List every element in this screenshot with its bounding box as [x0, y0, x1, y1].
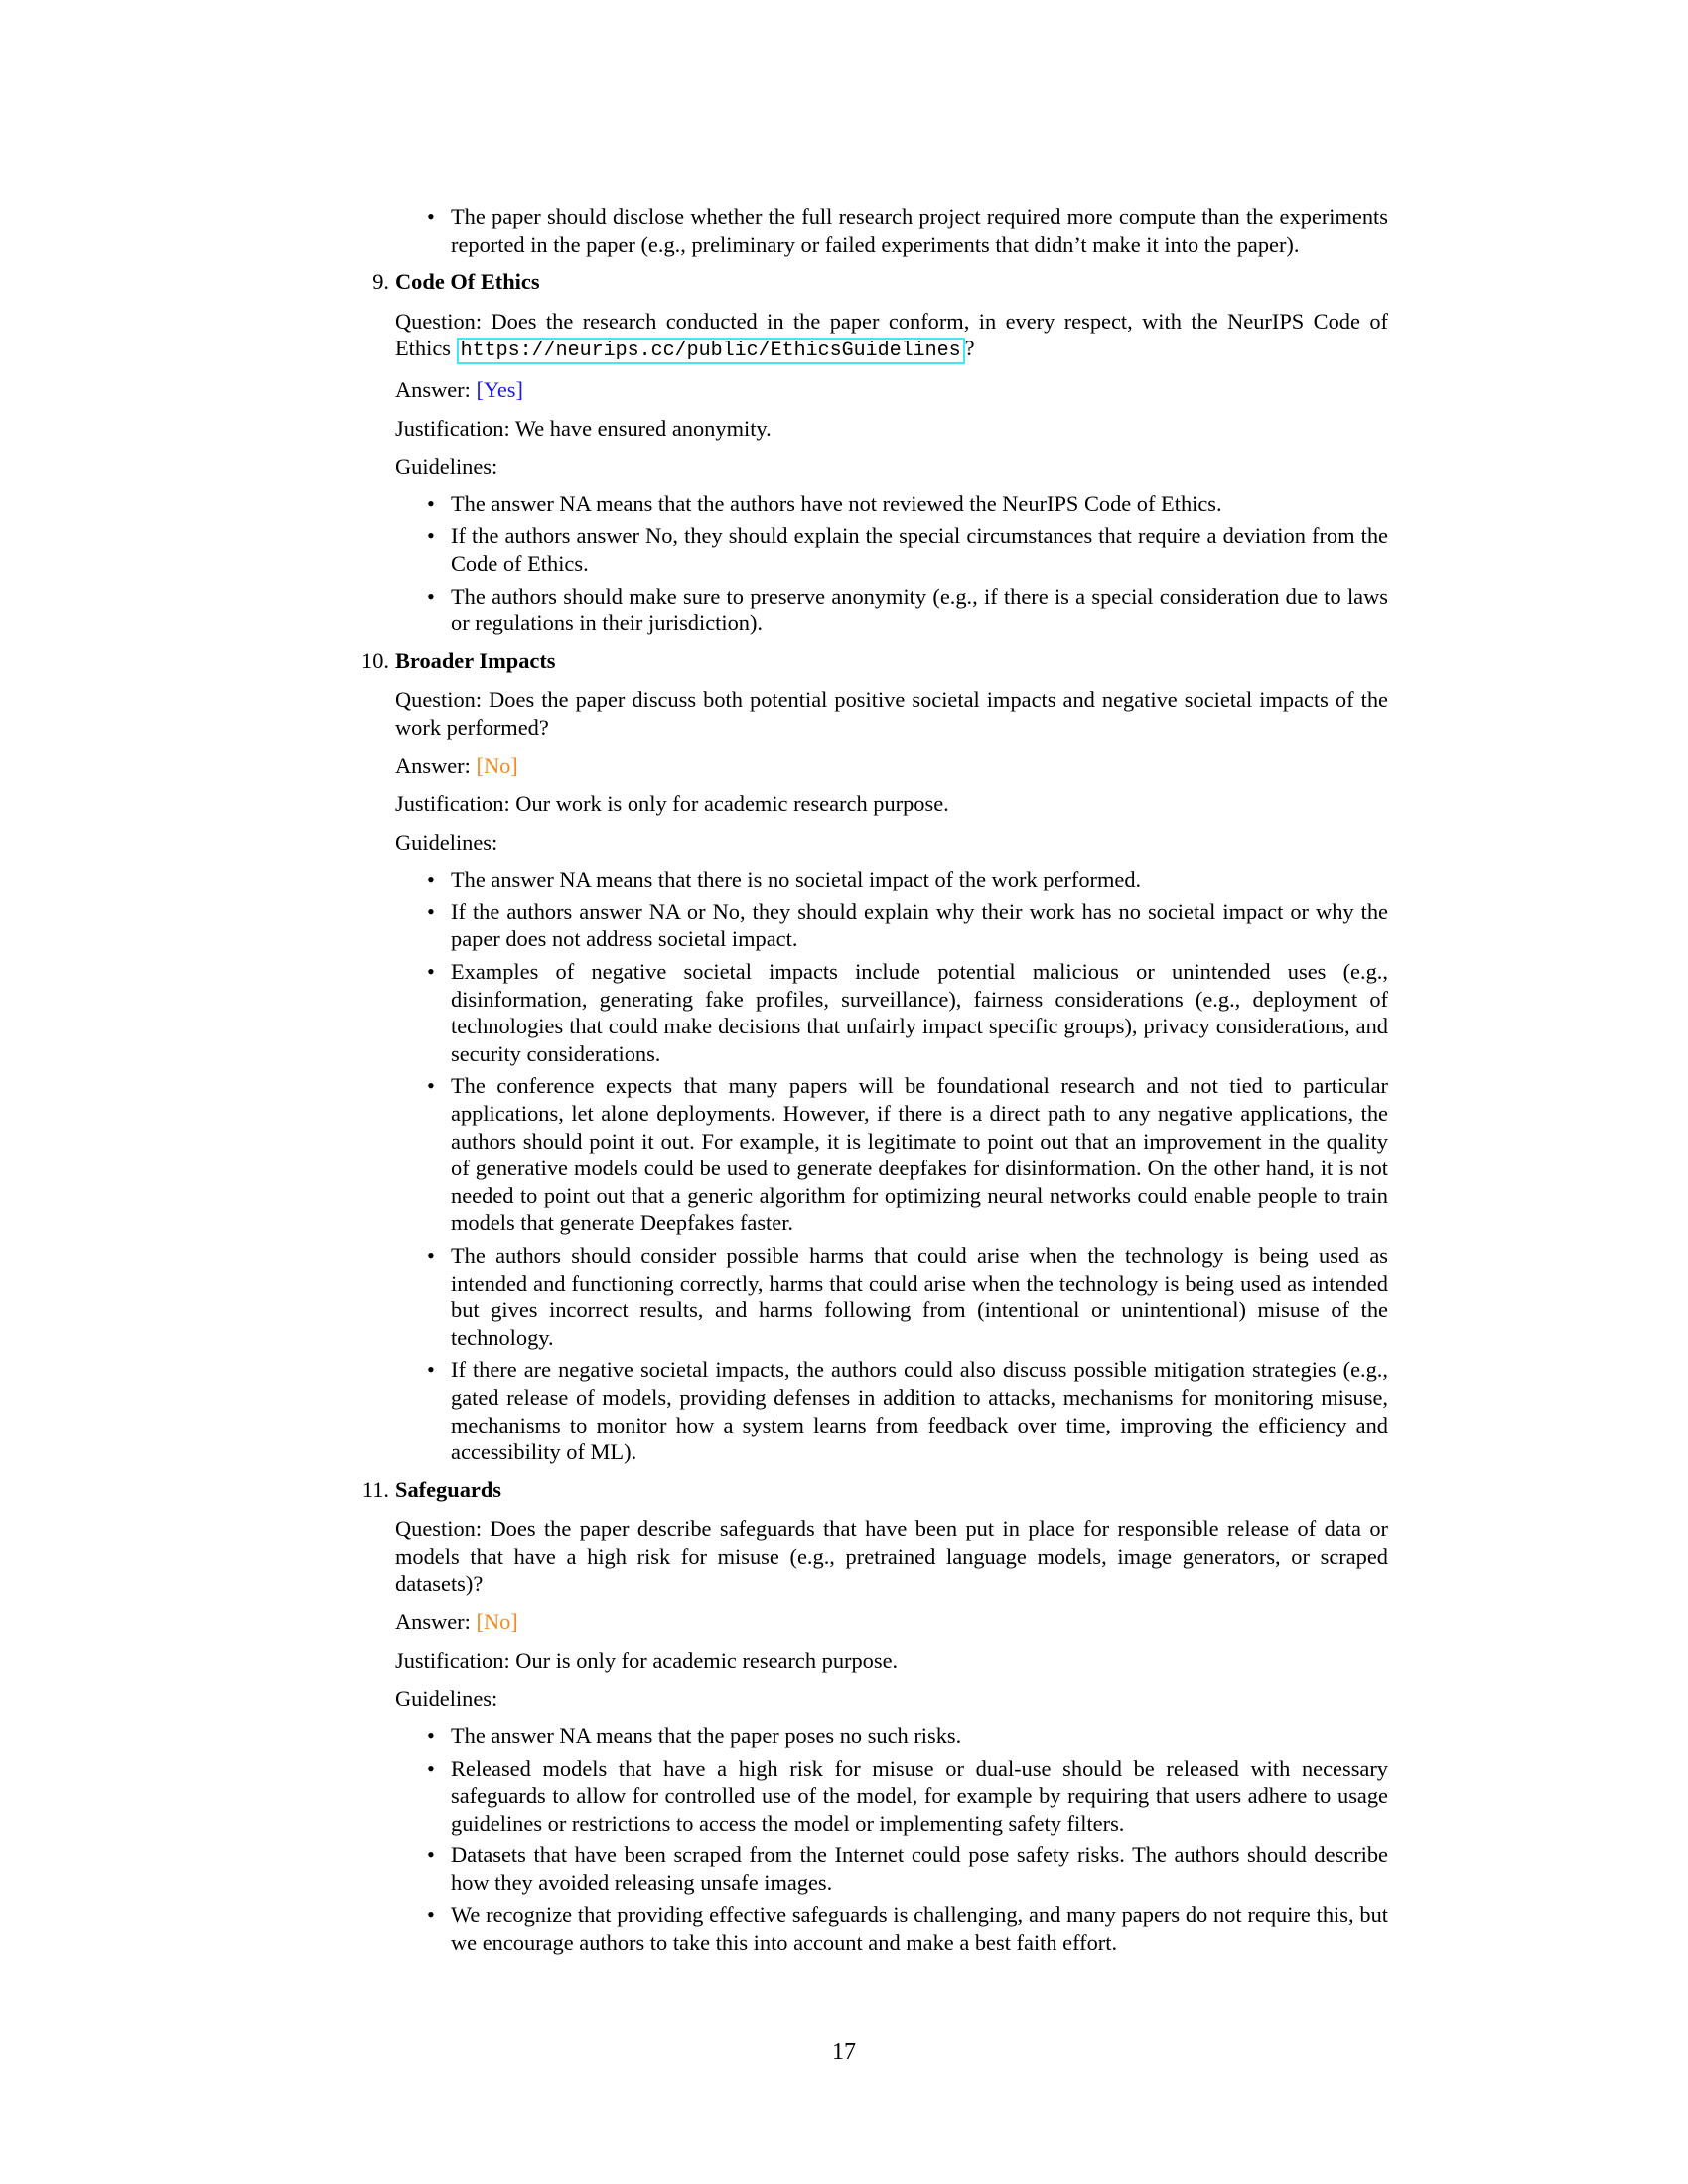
answer-paragraph — [395, 376, 1388, 404]
question-text: Does the paper discuss both potential positive societal impacts and negative societal impacts of the work performed? — [395, 687, 1388, 740]
guidelines-list — [395, 490, 1388, 637]
section-title: Safeguards — [395, 1476, 501, 1502]
guideline-item: • If there are negative societal impacts, the authors could also discuss possible mitigation strategies (e.g., gated release of models, providing defenses in addition to attacks, mechanisms for monitoring misuse, mechanisms to monitor how a system learns from feedback over time, improving the efficiency and accessibility of ML). — [395, 1356, 1388, 1465]
guidelines-label: Guidelines: — [395, 1686, 498, 1711]
guideline-item: • Examples of negative societal impacts include potential malicious or unintended uses (e.g., disinformation, generating fake profiles, surveillance), fairness considerations (e.g., deployment of technologies that could make decisions that unfairly impact specific groups), privacy considerations, and security considerations. — [395, 958, 1388, 1067]
guideline-item: • Released models that have a high risk for misuse or dual-use should be released with necessary safeguards to allow for controlled use of the model, for example by requiring that users adhere to usage guidelines or restrictions to access the model or implementing safety filters. — [395, 1755, 1388, 1838]
justification-label: Justification: — [395, 1647, 510, 1673]
top-guidelines-list — [395, 204, 1388, 258]
justification-text: We have ensured anonymity. — [514, 415, 772, 441]
guideline-item: • The paper should disclose whether the full research project required more compute than the experiments reported in the paper (e.g., preliminary or failed experiments that didn’t make it into the paper). — [395, 204, 1388, 258]
section-title: Code Of Ethics — [395, 269, 540, 295]
question-label: Question: — [395, 308, 483, 334]
guideline-item: • Datasets that have been scraped from the Internet could pose safety risks. The authors should describe how they avoided releasing unsafe images. — [395, 1842, 1388, 1896]
section-broader-impacts — [361, 647, 1388, 1466]
justification-text: Our is only for academic research purpose. — [515, 1647, 899, 1673]
guideline-item: • If the authors answer No, they should explain the special circumstances that require a deviation from the Code of Ethics. — [395, 522, 1388, 577]
question-label: Question: — [395, 1516, 483, 1542]
guidelines-list — [395, 866, 1388, 1465]
justification-label: Justification: — [395, 415, 510, 441]
answer-label: Answer: — [395, 376, 471, 402]
guideline-item: • The answer NA means that the authors have not reviewed the NeurIPS Code of Ethics. — [395, 490, 1388, 518]
justification-label: Justification: — [395, 791, 510, 817]
justification-paragraph — [395, 1647, 1388, 1675]
guidelines-label: Guidelines: — [395, 829, 498, 855]
guidelines-list — [395, 1722, 1388, 1957]
question-suffix: ? — [964, 336, 975, 361]
guideline-item: • The authors should consider possible harms that could arise when the technology is being used as intended and functioning correctly, harms that could arise when the technology is being used as intended but gives incorrect results, and harms following from (intentional or unintentional) misuse of the technology. — [395, 1242, 1388, 1351]
section-title: Broader Impacts — [395, 647, 556, 673]
guideline-item: • We recognize that providing effective safeguards is challenging, and many papers do not require this, but we encourage authors to take this into account and make a best faith effort. — [395, 1901, 1388, 1956]
question-paragraph — [395, 1515, 1388, 1597]
answer-label: Answer: — [395, 1609, 471, 1635]
guideline-item: • If the authors answer NA or No, they should explain why their work has no societal impact or why the paper does not address societal impact. — [395, 898, 1388, 953]
guideline-item: • The conference expects that many papers will be foundational research and not tied to particular applications, let alone deployments. However, if there is a direct path to any negative applications, the authors should point it out. For example, it is legitimate to point out that an improvement in the quality of generative models could be used to generate deepfakes for disinformation. On the other hand, it is not needed to point out that a generic algorithm for optimizing neural networks could enable people to train models that generate Deepfakes faster. — [395, 1072, 1388, 1237]
guidelines-label: Guidelines: — [395, 454, 498, 479]
question-label: Question: — [395, 687, 483, 713]
question-text: Does the paper describe safeguards that have been put in place for responsible release of data or models that have a high risk for misuse (e.g., pretrained language models, image generators, or scraped datasets)? — [395, 1516, 1388, 1596]
answer-label: Answer: — [395, 752, 471, 778]
section-number: 9. — [372, 269, 389, 295]
answer-paragraph — [395, 752, 1388, 780]
question-paragraph — [395, 686, 1388, 741]
question-text: Does the research conducted in the paper conform, in every respect, with the NeurIPS Code of Ethics — [395, 308, 1388, 361]
section-number: 10. — [361, 647, 389, 673]
answer-value: [Yes] — [476, 376, 523, 402]
checklist-content — [361, 204, 1388, 1962]
question-paragraph — [395, 308, 1388, 365]
answer-paragraph — [395, 1608, 1388, 1636]
guideline-item: • The answer NA means that there is no societal impact of the work performed. — [395, 866, 1388, 893]
section-number: 11. — [361, 1476, 389, 1502]
guideline-item: • The answer NA means that the paper poses no such risks. — [395, 1722, 1388, 1750]
section-safeguards — [361, 1476, 1388, 1957]
justification-text: Our work is only for academic research purpose. — [515, 791, 949, 817]
justification-paragraph — [395, 790, 1388, 818]
section-code-of-ethics — [372, 268, 1388, 637]
answer-value: [No] — [476, 752, 518, 778]
ethics-guidelines-link[interactable]: https://neurips.cc/public/EthicsGuidelines — [457, 338, 965, 364]
guideline-item: • The authors should make sure to preserve anonymity (e.g., if there is a special consideration due to laws or regulations in their jurisdiction). — [395, 583, 1388, 637]
answer-value: [No] — [476, 1609, 518, 1635]
justification-paragraph — [395, 415, 1388, 443]
page-number: 17 — [832, 2039, 856, 2065]
